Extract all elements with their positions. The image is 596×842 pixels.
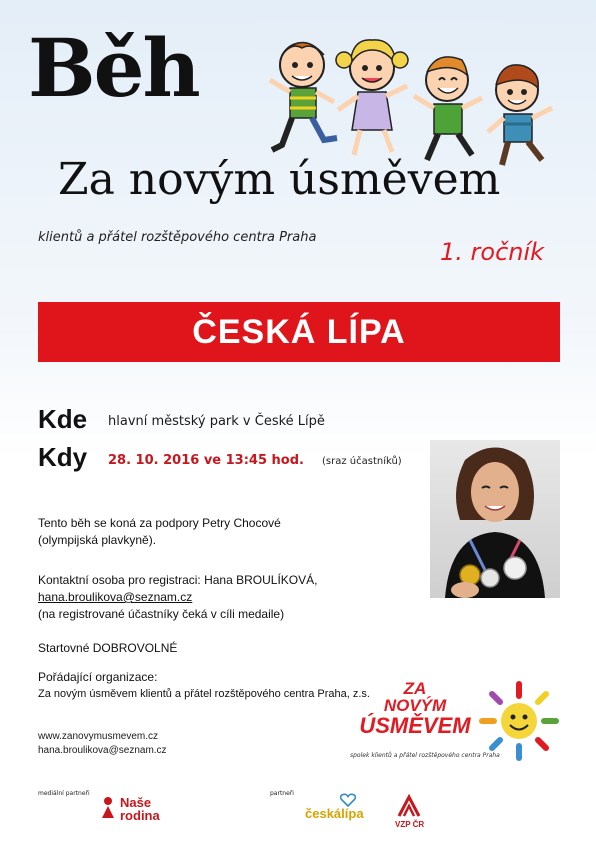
contact-note: (na registrované účastníky čeká v cíli medaile) [38, 607, 285, 621]
nase-rodina-logo-icon [100, 796, 116, 820]
city-banner: ČESKÁ LÍPA [38, 302, 560, 362]
kid-2-icon [336, 40, 408, 155]
when-label: Kdy [38, 442, 88, 472]
clients-line: klientů a přátel rozštěpového centra Praha [38, 230, 317, 245]
website-link[interactable]: www.zanovymusmevem.cz [38, 731, 159, 742]
when-value: 28. 10. 2016 ve 13:45 hod. [108, 453, 304, 468]
organization-logo-text [355, 680, 475, 738]
organizer-paragraph [38, 669, 370, 703]
heart-icon [340, 793, 356, 807]
event-subtitle: Za novým úsměvem [58, 154, 501, 205]
where-value: hlavní městský park v České Lípě [108, 414, 325, 429]
support-line-1: Tento běh se koná za podpory Petry Chocové [38, 516, 281, 530]
organizer-name: Za novým úsměvem klientů a přátel rozštěpového centra Praha, z.s. [38, 688, 370, 700]
vzp-logo-text: VZP ČR [395, 820, 425, 829]
edition-label: 1. ročník [440, 238, 545, 266]
contact-line: Kontaktní osoba pro registraci: Hana BROULÍKOVÁ, [38, 573, 318, 587]
ceska-lipa-logo: českálípa [305, 806, 364, 821]
where-label: Kde [38, 404, 88, 434]
smiling-sun-icon [478, 680, 560, 762]
logo-line-3: ÚSMĚVEM [359, 713, 471, 738]
logo-line-2: NOVÝM [383, 696, 447, 715]
kid-3-icon [414, 57, 482, 160]
logo-line-1: ZA [403, 679, 427, 698]
athlete-photo [430, 440, 560, 598]
contact-paragraph [38, 572, 317, 623]
start-fee: Startovné DOBROVOLNÉ [38, 641, 178, 655]
footer-email-link[interactable]: hana.broulikova@seznam.cz [38, 745, 167, 756]
footer-contacts [38, 730, 167, 758]
partners-label: partneři [270, 790, 294, 797]
media-partner-logo: Naše rodina [120, 795, 160, 823]
organizer-label: Pořádající organizace: [38, 670, 158, 684]
media-partner-label: mediální partneři [38, 790, 90, 797]
kid-4-icon [488, 65, 552, 165]
kid-1-icon [270, 43, 337, 151]
contact-email-link[interactable]: hana.broulikova@seznam.cz [38, 590, 193, 604]
event-title: Běh [28, 21, 199, 115]
when-note: (sraz účastníků) [322, 456, 402, 467]
vzp-logo-icon [396, 794, 422, 818]
logo-tagline: spolek klientů a přátel rozštěpového centra Praha [350, 752, 500, 759]
running-kids-illustration [262, 20, 562, 170]
support-line-2: (olympijská plavkyně). [38, 533, 157, 547]
support-paragraph [38, 515, 281, 549]
